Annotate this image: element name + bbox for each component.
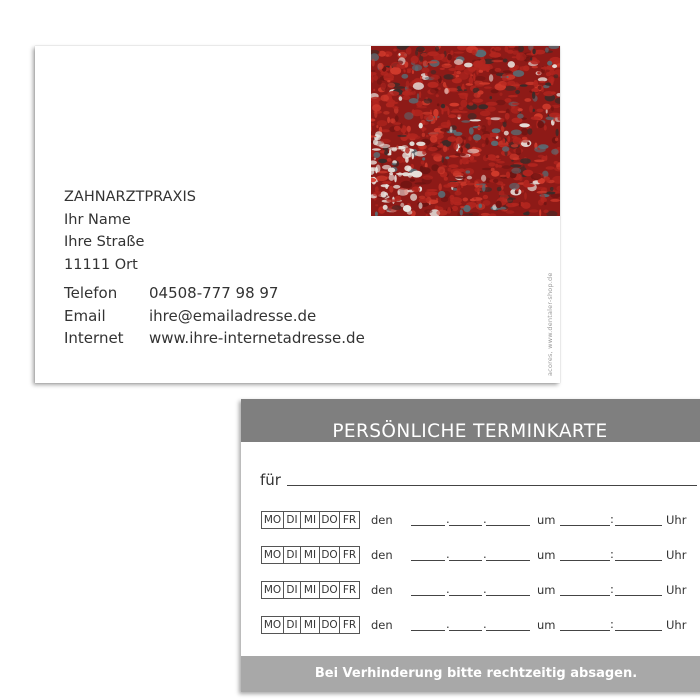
date-dot: .: [483, 617, 487, 631]
credit-text: acores, www.dentaler-shop.de: [546, 272, 554, 376]
weekday-box-fr[interactable]: FR: [339, 546, 360, 564]
business-card-front: [35, 46, 560, 383]
weekday-box-mi[interactable]: MI: [300, 511, 320, 529]
contact-row-phone: [64, 282, 365, 305]
internet-label: Internet: [64, 329, 124, 347]
weekday-box-fr[interactable]: FR: [339, 616, 360, 634]
den-label: den: [371, 618, 393, 632]
weekday-box-mo[interactable]: MO: [261, 616, 284, 634]
contact-row-internet: [64, 327, 365, 350]
practice-name: ZAHNARZTPRAXIS: [64, 189, 196, 205]
um-label: um: [537, 513, 556, 527]
weekday-box-do[interactable]: DO: [319, 546, 340, 564]
day-blank[interactable]: [411, 560, 445, 561]
month-blank[interactable]: [449, 630, 482, 631]
abstract-art-graphic: [371, 46, 560, 216]
year-blank[interactable]: [486, 630, 530, 631]
weekday-box-mo[interactable]: MO: [261, 581, 284, 599]
contact-table: [64, 282, 365, 350]
contact-row-email: [64, 305, 365, 328]
appointment-card-title: PERSÖNLICHE TERMINKARTE: [332, 421, 608, 442]
hour-blank[interactable]: [560, 595, 610, 596]
um-label: um: [537, 583, 556, 597]
weekday-box-di[interactable]: DI: [283, 581, 301, 599]
weekday-selector: [261, 546, 360, 564]
den-label: den: [371, 548, 393, 562]
weekday-box-fr[interactable]: FR: [339, 581, 360, 599]
internet-value: www.ihre-internetadresse.de: [149, 329, 365, 347]
den-label: den: [371, 513, 393, 527]
den-label: den: [371, 583, 393, 597]
abstract-art-image: [371, 46, 560, 216]
time-colon: :: [610, 617, 614, 631]
weekday-box-mo[interactable]: MO: [261, 546, 284, 564]
weekday-box-mi[interactable]: MI: [300, 546, 320, 564]
minute-blank[interactable]: [615, 595, 662, 596]
weekday-box-di[interactable]: DI: [283, 546, 301, 564]
footer-notice: Bei Verhinderung bitte rechtzeitig absagen.: [314, 666, 638, 681]
time-colon: :: [610, 547, 614, 561]
uhr-label: Uhr: [666, 513, 687, 527]
day-blank[interactable]: [411, 595, 445, 596]
weekday-box-do[interactable]: DO: [319, 511, 340, 529]
weekday-box-do[interactable]: DO: [319, 581, 340, 599]
date-dot: .: [483, 547, 487, 561]
year-blank[interactable]: [486, 525, 530, 526]
city: 11111 Ort: [64, 256, 138, 273]
weekday-box-mi[interactable]: MI: [300, 616, 320, 634]
year-blank[interactable]: [486, 560, 530, 561]
weekday-box-fr[interactable]: FR: [339, 511, 360, 529]
hour-blank[interactable]: [560, 560, 610, 561]
uhr-label: Uhr: [666, 583, 687, 597]
minute-blank[interactable]: [615, 525, 662, 526]
owner-name: Ihr Name: [64, 211, 131, 228]
month-blank[interactable]: [449, 595, 482, 596]
time-colon: :: [610, 512, 614, 526]
um-label: um: [537, 548, 556, 562]
weekday-selector: [261, 581, 360, 599]
weekday-selector: [261, 616, 360, 634]
phone-label: Telefon: [64, 284, 118, 302]
hour-blank[interactable]: [560, 630, 610, 631]
date-dot: .: [483, 512, 487, 526]
uhr-label: Uhr: [666, 618, 687, 632]
weekday-box-do[interactable]: DO: [319, 616, 340, 634]
month-blank[interactable]: [449, 560, 482, 561]
weekday-box-mi[interactable]: MI: [300, 581, 320, 599]
year-blank[interactable]: [486, 595, 530, 596]
day-blank[interactable]: [411, 525, 445, 526]
patient-name-line[interactable]: [287, 485, 697, 486]
date-dot: .: [446, 582, 450, 596]
appointment-card-footer: [241, 656, 700, 692]
practice-address-block: [64, 186, 196, 276]
email-label: Email: [64, 306, 106, 325]
weekday-box-di[interactable]: DI: [283, 616, 301, 634]
email-value: ihre@emailadresse.de: [149, 306, 317, 325]
date-dot: .: [446, 617, 450, 631]
date-dot: .: [446, 512, 450, 526]
um-label: um: [537, 618, 556, 632]
month-blank[interactable]: [449, 525, 482, 526]
street: Ihre Straße: [64, 234, 145, 250]
date-dot: .: [446, 547, 450, 561]
minute-blank[interactable]: [615, 630, 662, 631]
phone-value: 04508-777 98 97: [149, 284, 279, 302]
hour-blank[interactable]: [560, 525, 610, 526]
date-dot: .: [483, 582, 487, 596]
minute-blank[interactable]: [615, 560, 662, 561]
weekday-box-mo[interactable]: MO: [261, 511, 284, 529]
uhr-label: Uhr: [666, 548, 687, 562]
fuer-label: für: [260, 471, 281, 489]
time-colon: :: [610, 582, 614, 596]
weekday-selector: [261, 511, 360, 529]
weekday-box-di[interactable]: DI: [283, 511, 301, 529]
day-blank[interactable]: [411, 630, 445, 631]
appointment-card: [241, 399, 700, 692]
